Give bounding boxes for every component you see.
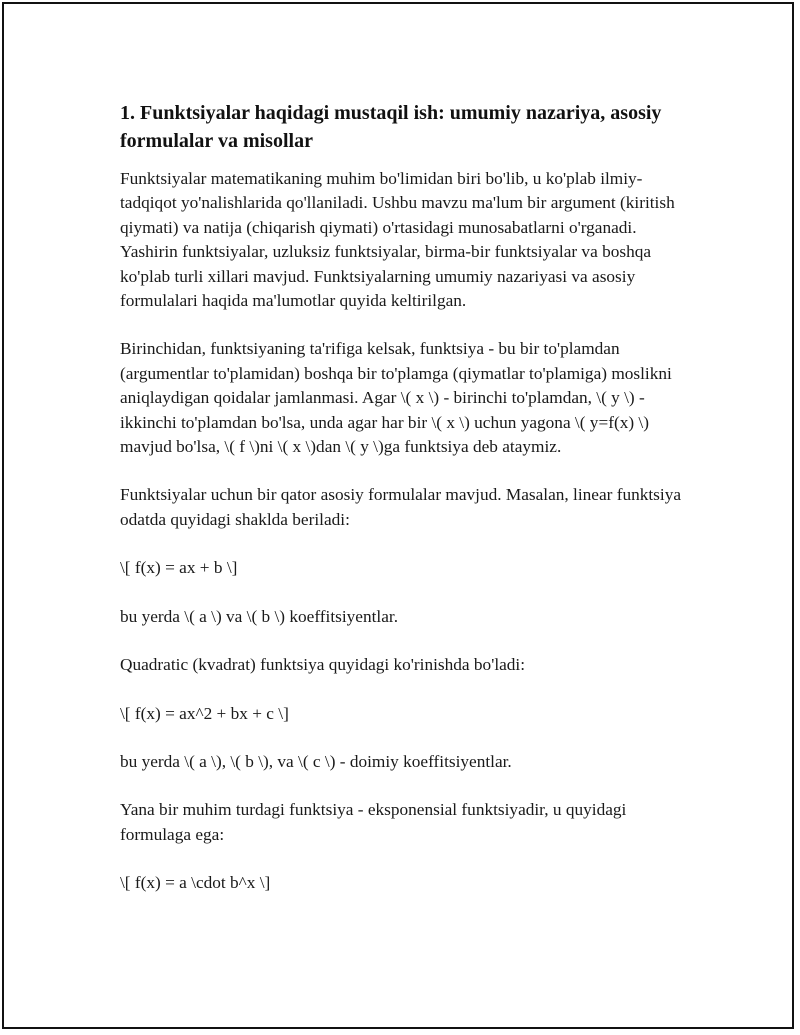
paragraph-quadratic-intro: Quadratic (kvadrat) funktsiya quyidagi ko'rinishda bo'ladi:: [120, 655, 526, 675]
formula-quadratic: \[ f(x) = ax^2 + bx + c \]: [120, 703, 289, 723]
paragraph-formulas-intro: Funktsiyalar uchun bir qator asosiy formulalar mavjud. Masalan, linear funktsiya odatda quyidagi shaklda beriladi:: [120, 485, 682, 529]
paragraph-quadratic-note: bu yerda \( a \), \( b \), va \( c \) - doimiy koeffitsiyentlar.: [120, 751, 512, 771]
document-heading: 1. Funktsiyalar haqidagi mustaqil ish: umumiy nazariya, asosiy formulalar va misollar: [120, 102, 662, 152]
page-frame: [2, 2, 794, 1029]
paragraph-intro: Funktsiyalar matematikaning muhim bo'limidan biri bo'lib, u ko'plab ilmiy-tadqiqot yo'nalishlarida qo'llaniladi. Ushbu mavzu ma'lum bir argument (kiritish qiymati) va natija (chiqarish qiymati) o'rtasidagi munosabatlarni o'rganadi. Yashirin funktsiyalar, uzluksiz funktsiyalar, birma-bir funktsiyalar va boshqa ko'plab turli xillari mavjud. Funktsiyalarning umumiy nazariyasi va asosiy formulalari haqida ma'lumotlar quyida keltirilgan.: [120, 169, 675, 311]
formula-exponential: \[ f(x) = a \cdot b^x \]: [120, 873, 271, 893]
paragraph-linear-note: bu yerda \( a \) va \( b \) koeffitsiyentlar.: [120, 606, 399, 626]
formula-linear: \[ f(x) = ax + b \]: [120, 558, 238, 578]
paragraph-definition: Birinchidan, funktsiyaning ta'rifiga kelsak, funktsiya - bu bir to'plamdan (argumentlar to'plamidan) boshqa bir to'plamga (qiymatlar to'plamiga) moslikni aniqlaydigan qoidalar jamlanmasi. Agar \( x \) - birinchi to'plamdan, \( y \) - ikkinchi to'plamdan bo'lsa, unda agar har bir \( x \) uchun yagona \( y=f(x) \) mavjud bo'lsa, \( f \)ni \( x \)dan \( y \)ga funktsiya deb ataymiz.: [120, 339, 672, 457]
document-body: [120, 99, 692, 920]
paragraph-exponential-intro: Yana bir muhim turdagi funktsiya - eksponensial funktsiyadir, u quyidagi formulaga ega:: [120, 800, 627, 844]
